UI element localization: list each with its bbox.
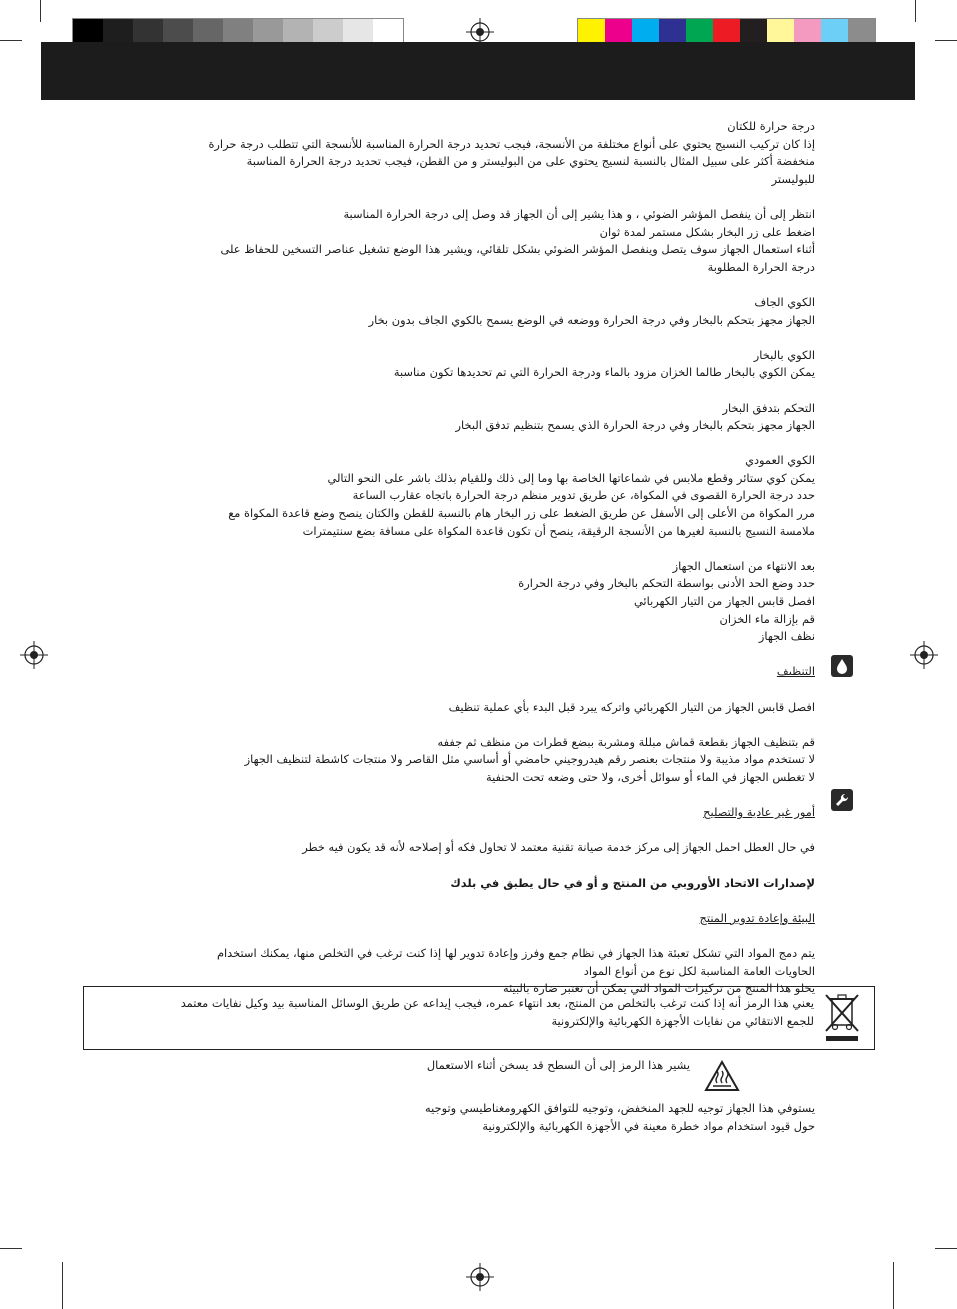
- crop-mark: [0, 1248, 22, 1249]
- heading-eu-versions: لإصدارات الاتحاد الأوروبي من المنتج و أو في حال يطبق في بلدك: [450, 875, 815, 890]
- text-line: انتظر إلى أن ينفصل المؤشر الضوئي ، و هذا يشير إلى أن الجهاز قد وصل إلى درجة الحرارة المناسبة: [343, 206, 815, 221]
- drop-icon: [831, 655, 853, 677]
- text-line: افصل قابس الجهاز من التيار الكهربائي: [633, 594, 815, 609]
- text-line: حدد وضع الحد الأدنى بواسطة التحكم بالبخار وفي درجة الحرارة: [518, 576, 815, 591]
- text-line: افصل قابس الجهاز من التيار الكهربائي واتركه يبرد قبل البدء بأي عملية تنظيف: [448, 699, 815, 714]
- crop-mark: [0, 40, 22, 41]
- text-line: في حال العطل احمل الجهاز إلى مركز خدمة صيانة تقنية معتمد لا تحاول فكه أو إصلاحه لأنه قد يكون فيه خطر: [302, 840, 815, 855]
- text-line: الحاويات العامة المناسبة لكل نوع من أنواع المواد: [583, 963, 815, 978]
- heading-environment: البيئة وإعادة تدوير المنتج: [699, 910, 815, 925]
- directive-compliance: [120, 1100, 815, 1135]
- text-line: الجهاز مجهز بتحكم بالبخار وفي درجة الحرارة ووضعه في الوضع يسمح بالكوي الجاف بدون بخار: [368, 312, 815, 327]
- heading-dry-ironing: الكوي الجاف: [754, 294, 815, 309]
- text-line: للبوليستر: [771, 171, 815, 186]
- text-line: أثناء استعمال الجهاز سوف يتصل وينفصل المؤشر الضوئي بشكل تلقائي، ويشير هذا الوضع تشغيل عناصر التسخين للحفاظ على: [220, 242, 815, 257]
- wrench-icon: [831, 789, 853, 811]
- text-line: الجهاز مجهز بتحكم بالبخار وفي درجة الحرارة الذي يسمح بتنظيم تدفق البخار: [455, 418, 815, 433]
- weee-text-line: يعني هذا الرمز أنه إذا كنت ترغب بالتخلص من المنتج، بعد انتهاء عمره، فيجب إيداعه عن طريق الوسائل المناسبة بيد وكيل نفايات معتمد: [180, 996, 814, 1010]
- manual-body: [120, 118, 815, 998]
- heading-after-use: بعد الانتهاء من استعمال الجهاز: [672, 558, 815, 573]
- text-line: إذا كان تركيب النسيج يحتوي على أنواع مختلفة من الأنسجة، فيجب تحديد درجة الحرارة المناسبة للأنسجة التي تتطلب درجة حرارة: [208, 136, 815, 151]
- heading-steam-flow: التحكم بتدفق البخار: [722, 400, 815, 415]
- text-line: حدد درجة الحرارة القصوى في المكواة، عن طريق تدوير منظم درجة الحرارة باتجاه عقارب الساعة: [352, 488, 815, 503]
- registration-mark-icon: [466, 18, 494, 46]
- text-line: منخفضة أكثر على سبيل المثال بالنسبة لنسيج يحتوي على من البوليستر و من القطن، فيجب تحديد درجة الحرارة المناسبة: [246, 154, 815, 169]
- text-line: قم بإزالة ماء الخزان: [719, 611, 815, 626]
- text-line: نظف الجهاز: [758, 629, 815, 644]
- text-line: قم بتنظيف الجهاز بقطعة قماش مبللة ومشربة ببضع قطرات من منظف ثم جففه: [437, 734, 815, 749]
- crop-mark: [935, 1248, 957, 1249]
- text-line: يخلو هذا المنتج من تركيزات المواد التي يمكن أن تعتبر ضارة بالبيئة: [503, 981, 815, 996]
- registration-mark-icon: [20, 641, 48, 669]
- crop-mark: [40, 0, 41, 22]
- header-band: [41, 42, 915, 100]
- text-line: لا تستخدم مواد مذيبة ولا منتجات بعنصر رقم هيدروجيني حامضي أو أساسي مثل القاصر ولا منتجات كاشطة لتنظيف الجهاز: [244, 752, 815, 767]
- text-line: مرر المكواة من الأعلى إلى الأسفل عن طريق الضغط على زر البخار هام بالنسبة للقطن والكتان ينصح وضع قاعدة المكواة مع: [228, 506, 815, 521]
- hot-surface-text: يشير هذا الرمز إلى أن السطح قد يسخن أثناء الاستعمال: [426, 1058, 690, 1072]
- hot-surface-icon: [704, 1060, 740, 1092]
- text-line: درجة الحرارة المطلوبة: [707, 259, 815, 274]
- text-line: اضغط على زر البخار بشكل مستمر لمدة ثوان: [599, 224, 815, 239]
- heading-cleaning: التنظيف: [776, 664, 815, 679]
- text-line: يستوفي هذا الجهاز توجيه للجهد المنخفض، وتوجيه للتوافق الكهرومغناطيسي وتوجيه: [425, 1101, 815, 1115]
- crop-mark: [893, 1262, 894, 1309]
- text-line: يمكن الكوي بالبخار طالما الخزان مزود بالماء ودرجة الحرارة التي تم تحديدها تكون مناسبة: [393, 365, 815, 380]
- heading-linen-temp: درجة حرارة للكتان: [727, 119, 815, 133]
- text-line: حول قيود استخدام مواد خطرة معينة في الأجهزة الكهربائية والإلكترونية: [482, 1118, 815, 1133]
- weee-text-line: للجمع الانتقائي من نفايات الأجهزة الكهربائية والإلكترونية: [551, 1013, 814, 1028]
- text-line: لا تغطس الجهاز في الماء أو سوائل أخرى، ولا حتى وضعه تحت الحنفية: [486, 769, 815, 784]
- text-line: يمكن كوي ستائر وقطع ملابس في شماعاتها الخاصة بها وما إلى ذلك وللقيام بذلك باشر على النحو التالي: [327, 470, 815, 485]
- text-line: ملامسة النسيج بالنسبة لغيرها من الأنسجة الرقيقة، ينصح أن تكون قاعدة المكواة على مسافة بضع سنتيمترات: [302, 523, 815, 538]
- text-line: يتم دمج المواد التي تشكل تعبئة هذا الجهاز في نظام جمع وفرز وإعادة تدوير لها إذا كنت ترغب في التخلص منها، يمكنك استخدام: [216, 945, 815, 960]
- heading-vertical-ironing: الكوي العمودي: [745, 453, 815, 468]
- crop-mark: [915, 0, 916, 22]
- weee-notice-box: [83, 986, 875, 1050]
- heading-steam-ironing: الكوي بالبخار: [753, 347, 815, 362]
- heading-troubleshooting: أمور غير عادية والتصليح: [703, 805, 815, 820]
- crossed-bin-icon: [822, 991, 862, 1043]
- registration-mark-icon: [910, 641, 938, 669]
- registration-mark-icon: [466, 1263, 494, 1291]
- crop-mark: [935, 40, 957, 41]
- crop-mark: [62, 1262, 63, 1309]
